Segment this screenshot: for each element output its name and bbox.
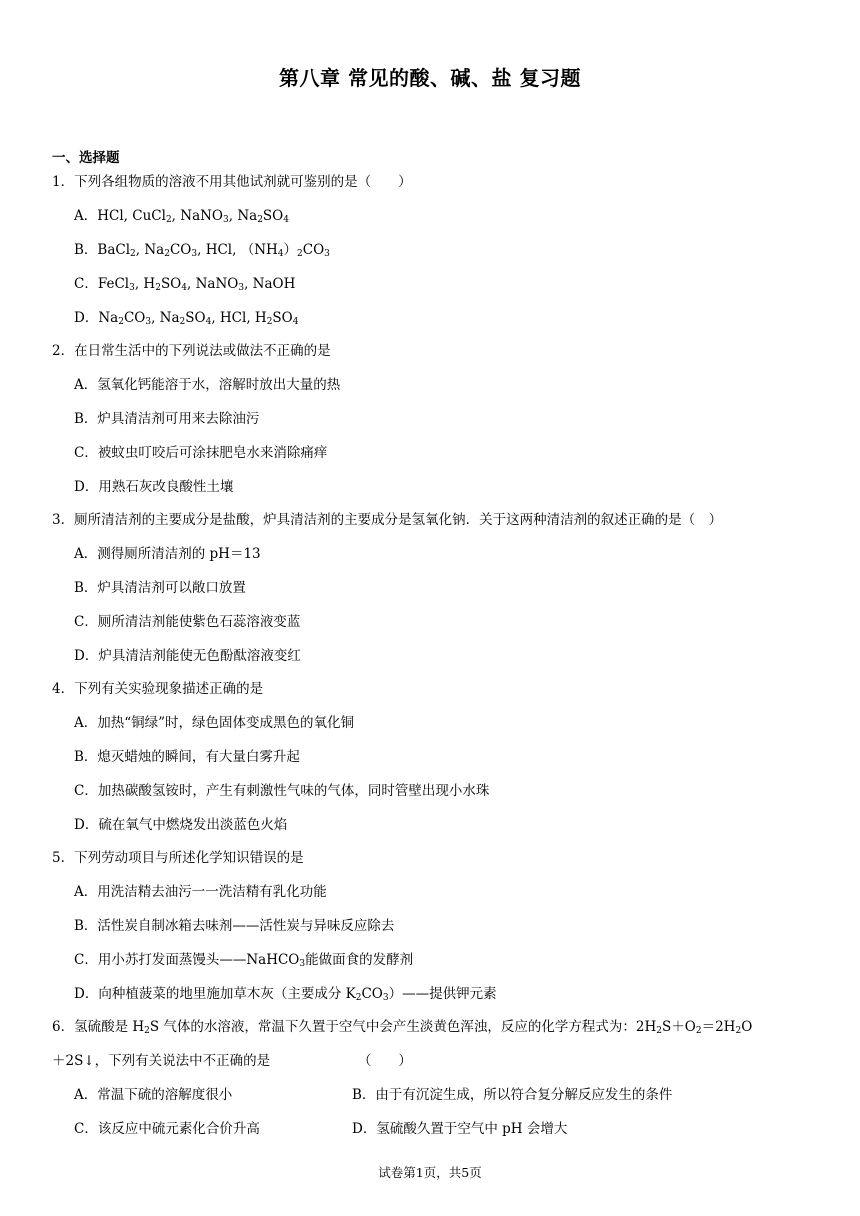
page-footer: 试卷第1页，共5页 bbox=[378, 1165, 482, 1180]
question-6-stem-line1: 6．氢硫酸是 $H_2S$ 气体的水溶液，常温下久置于空气中会产生淡黄色浑浊，反应的化学方程式为：$2H_2S+O_2=2H_2O$ bbox=[52, 1019, 753, 1036]
question-6-option-b: B．由于有沉淀生成，所以符合复分解反应发生的条件 bbox=[352, 1087, 673, 1103]
question-6-option-d: D．氢硫酸久置于空气中 pH 会增大 bbox=[352, 1121, 568, 1137]
question-2-option-d: D．用熟石灰改良酸性土壤 bbox=[74, 479, 234, 495]
question-5-option-a: A．用洗洁精去油污一一洗洁精有乳化功能 bbox=[74, 884, 327, 900]
question-5-option-c: C．用小苏打发面蒸馒头——NaHCO$_3$能做面食的发酵剂 bbox=[74, 952, 414, 969]
question-4-option-b: B．熄灭蜡烛的瞬间，有大量白雾升起 bbox=[74, 749, 300, 765]
question-6-option-a: A．常温下硫的溶解度很小 bbox=[74, 1087, 233, 1103]
question-3-option-c: C．厕所清洁剂能使紫色石蕊溶液变蓝 bbox=[74, 614, 301, 630]
question-3-option-a: A．测得厕所清洁剂的 pH＝13 bbox=[74, 546, 261, 562]
section-heading: 一、选择题 bbox=[52, 150, 120, 166]
question-6-stem-line2: ＋2S↓，下列有关说法中不正确的是 （ ） bbox=[52, 1053, 412, 1069]
question-4-option-a: A．加热“铜绿”时，绿色固体变成黑色的氧化铜 bbox=[74, 715, 355, 731]
question-1-option-b: B．BaCl$_2$, $Na_2CO_3$, HCl, $(NH_4)_2CO_3$ bbox=[74, 242, 330, 259]
question-1-stem: 1．下列各组物质的溶液不用其他试剂就可鉴别的是（ ） bbox=[52, 174, 412, 190]
question-3-option-d: D．炉具清洁剂能使无色酚酞溶液变红 bbox=[74, 648, 301, 664]
question-1-option-a: A．HCl, CuCl$_2$, NaNO$_3$, $Na_2SO_4$ bbox=[74, 208, 289, 225]
question-2-stem: 2．在日常生活中的下列说法或做法不正确的是 bbox=[52, 343, 331, 359]
question-4-option-d: D．硫在氧气中燃烧发出淡蓝色火焰 bbox=[74, 817, 288, 833]
page-title: 第八章 常见的酸、碱、盐 复习题 bbox=[279, 66, 581, 90]
question-2-option-b: B．炉具清洁剂可用来去除油污 bbox=[74, 411, 260, 427]
question-4-option-c: C．加热碳酸氢铵时，产生有刺激性气味的气体，同时管壁出现小水珠 bbox=[74, 783, 490, 799]
question-5-option-b: B．活性炭自制冰箱去味剂——活性炭与异味反应除去 bbox=[74, 918, 395, 934]
question-4-stem: 4．下列有关实验现象描述正确的是 bbox=[52, 681, 264, 697]
question-5-stem: 5．下列劳动项目与所述化学知识错误的是 bbox=[52, 850, 304, 866]
question-5-option-d: D．向种植菠菜的地里施加草木灰（主要成分 $K_2CO_3)——$提供钾元素 bbox=[74, 986, 497, 1003]
question-2-option-a: A．氢氧化钙能溶于水，溶解时放出大量的热 bbox=[74, 377, 341, 393]
question-1-option-c: C．FeCl$_3$, $H_2SO_4$, NaNO$_3$, NaOH bbox=[74, 276, 296, 293]
question-1-option-d: D．$Na_2CO_3$, $Na_2SO_4$, HCl, $H_2SO_4$ bbox=[74, 310, 299, 327]
question-6-option-c: C．该反应中硫元素化合价升高 bbox=[74, 1121, 260, 1137]
question-3-stem: 3．厕所清洁剂的主要成分是盐酸，炉具清洁剂的主要成分是氢氧化钠．关于这两种清洁剂的叙述正确的是（ ） bbox=[52, 512, 723, 528]
question-2-option-c: C．被蚊虫叮咬后可涂抹肥皂水来消除痛痒 bbox=[74, 445, 328, 461]
question-3-option-b: B．炉具清洁剂可以敞口放置 bbox=[74, 580, 246, 596]
